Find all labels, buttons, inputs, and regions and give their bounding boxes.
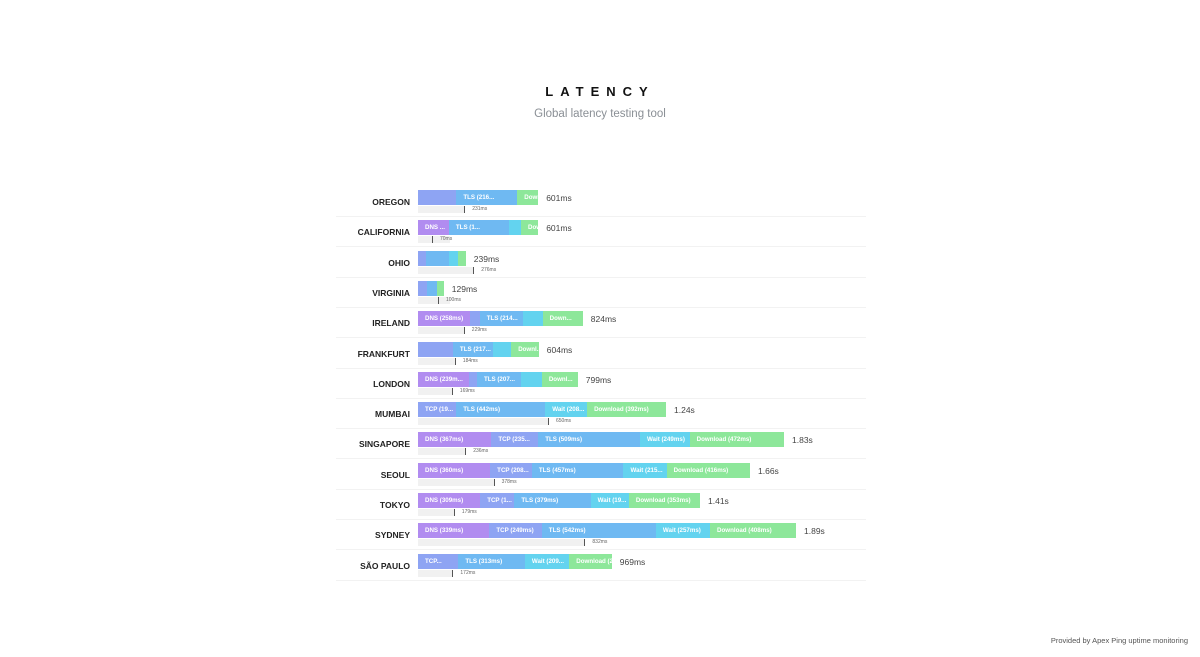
segment-tcp[interactable]: [418, 342, 453, 357]
page-subtitle: Global latency testing tool: [534, 108, 666, 120]
location-row: [336, 216, 866, 247]
latency-bar[interactable]: [418, 342, 542, 357]
location-name: VIRGINIA: [372, 287, 410, 298]
latency-bar[interactable]: [418, 372, 578, 387]
latency-bar[interactable]: [418, 220, 547, 235]
location-row: [336, 428, 866, 459]
latency-bar[interactable]: [418, 432, 784, 447]
total-latency: 1.24s: [674, 405, 695, 416]
location-name: FRANKFURT: [357, 348, 410, 359]
ttfb-label: 832ms: [592, 539, 608, 546]
ttfb-track: [418, 267, 473, 274]
segment-tcp[interactable]: TCP (235...: [491, 432, 538, 447]
location-row: [336, 519, 866, 550]
segment-dns[interactable]: DNS (258ms): [418, 311, 470, 326]
latency-bar[interactable]: [418, 251, 466, 266]
segment-wait[interactable]: [449, 251, 459, 266]
ttfb-label: 184ms: [462, 357, 478, 364]
segment-tls[interactable]: TLS (442ms): [456, 402, 545, 417]
page-title: LATENCY: [545, 84, 655, 99]
location-row: [336, 550, 866, 581]
ttfb-marker: [584, 539, 585, 546]
location-name: TOKYO: [379, 500, 410, 510]
segment-tcp[interactable]: [418, 251, 426, 266]
latency-bar[interactable]: [418, 554, 619, 569]
location-row: [336, 398, 866, 429]
segment-tls[interactable]: [427, 281, 437, 296]
location-name: OREGON: [372, 197, 410, 207]
total-latency: 1.66s: [758, 465, 779, 476]
segment-download[interactable]: Download (472ms): [690, 432, 784, 447]
segment-tls[interactable]: TLS (313ms): [458, 554, 525, 569]
total-latency: 1.41s: [708, 496, 729, 506]
segment-dns[interactable]: DNS (360ms): [418, 463, 490, 478]
location-name: SYDNEY: [375, 530, 410, 541]
segment-download[interactable]: Down...: [543, 311, 583, 326]
ttfb-track: [418, 448, 465, 455]
segment-wait[interactable]: [493, 342, 511, 357]
location-name: SÃO PAULO: [360, 560, 410, 571]
ttfb-marker: [494, 479, 495, 486]
ttfb-track: [418, 539, 584, 546]
total-latency: 969ms: [619, 556, 646, 567]
segment-download[interactable]: Downl...: [517, 190, 538, 205]
ttfb-track: [418, 479, 494, 486]
ttfb-label: 169ms: [459, 387, 475, 394]
total-latency: 601ms: [546, 223, 572, 234]
ttfb-marker: [464, 206, 465, 213]
location-name: SEOUL: [380, 469, 410, 480]
ttfb-label: 100ms: [446, 296, 462, 303]
location-name: CALIFORNIA: [357, 227, 410, 238]
ttfb-marker: [452, 388, 453, 395]
total-latency: 1.83s: [792, 435, 813, 446]
segment-tcp[interactable]: TCP (208...: [490, 463, 532, 478]
location-name: OHIO: [388, 257, 410, 268]
segment-tls[interactable]: TLS (217...: [453, 342, 493, 357]
segment-wait[interactable]: Wait (209...: [525, 554, 569, 569]
ttfb-marker: [455, 358, 456, 365]
ttfb-label: 236ms: [473, 448, 489, 455]
segment-wait[interactable]: Wait (257ms): [656, 523, 710, 538]
ttfb-marker: [438, 297, 439, 304]
segment-tcp[interactable]: TCP (19...: [418, 402, 456, 417]
segment-download[interactable]: [437, 281, 444, 296]
segment-dns[interactable]: DNS (309ms): [418, 493, 480, 508]
footer-credit[interactable]: Provided by Apex Ping uptime monitoring: [1050, 636, 1188, 645]
ttfb-track: [418, 206, 464, 213]
segment-wait[interactable]: Wait (215...: [623, 463, 666, 478]
total-latency: 601ms: [546, 193, 572, 203]
latency-bar[interactable]: [418, 493, 700, 508]
ttfb-label: 276ms: [481, 266, 497, 273]
segment-wait[interactable]: Wait (19...: [591, 493, 629, 508]
segment-dns[interactable]: DNS (339ms): [418, 523, 489, 538]
ttfb-label: 229ms: [471, 327, 487, 334]
ttfb-marker: [452, 570, 453, 577]
segment-tls[interactable]: TLS (509ms): [538, 432, 640, 447]
segment-download[interactable]: Download (416ms): [667, 463, 750, 478]
total-latency: 604ms: [546, 344, 573, 355]
ttfb-track: [418, 509, 454, 516]
location-row: [336, 247, 866, 278]
location-row: [336, 186, 866, 217]
ttfb-marker: [465, 448, 466, 455]
ttfb-marker: [432, 236, 433, 243]
total-latency: 239ms: [473, 253, 500, 264]
latency-bar[interactable]: [418, 402, 666, 417]
segment-download[interactable]: Download (2...: [569, 554, 612, 569]
latency-bar[interactable]: [418, 281, 444, 296]
location-name: SINGAPORE: [358, 439, 410, 450]
segment-tcp[interactable]: TCP (1...: [480, 493, 514, 508]
segment-wait[interactable]: [509, 220, 521, 235]
ttfb-track: [418, 418, 548, 425]
segment-download[interactable]: Downl...: [542, 372, 578, 387]
segment-tcp[interactable]: [418, 190, 456, 205]
ttfb-track: [418, 327, 464, 334]
latency-bar[interactable]: [418, 311, 583, 326]
location-row: [336, 338, 866, 369]
location-row: [336, 489, 866, 520]
ttfb-label: 378ms: [501, 478, 517, 485]
segment-tls[interactable]: TLS (207...: [477, 372, 521, 387]
segment-download[interactable]: [458, 251, 466, 266]
segment-tls[interactable]: [426, 251, 449, 266]
segment-wait[interactable]: [523, 311, 543, 326]
segment-tcp[interactable]: TCP (249ms): [489, 523, 541, 538]
latency-bar[interactable]: [418, 523, 796, 538]
segment-tcp[interactable]: [418, 281, 427, 296]
total-latency: 129ms: [451, 283, 478, 294]
ttfb-track: [418, 358, 455, 365]
segment-wait[interactable]: Wait (208...: [545, 402, 587, 417]
segment-download[interactable]: Download (392ms): [587, 402, 666, 417]
segment-tcp[interactable]: TCP...: [418, 554, 458, 569]
segment-download[interactable]: Download (408ms): [710, 523, 796, 538]
segment-dns[interactable]: DNS (367ms): [418, 432, 491, 447]
segment-tls[interactable]: TLS (379ms): [514, 493, 590, 508]
total-latency: 799ms: [585, 374, 612, 385]
segment-download[interactable]: Dow...: [521, 220, 538, 235]
ttfb-marker: [473, 267, 474, 274]
ttfb-marker: [548, 418, 549, 425]
location-name: MUMBAI: [375, 409, 410, 420]
ttfb-label: 650ms: [556, 418, 572, 425]
location-name: IRELAND: [372, 318, 410, 329]
latency-bar[interactable]: [418, 463, 750, 478]
location-row: [336, 307, 866, 338]
ttfb-label: 231ms: [472, 206, 488, 212]
segment-tls[interactable]: TLS (216...: [456, 190, 517, 205]
ttfb-label: 70ms: [440, 236, 453, 243]
segment-dns[interactable]: DNS ...: [418, 220, 449, 235]
segment-tls[interactable]: TLS (1...: [449, 220, 509, 235]
latency-bar[interactable]: [418, 190, 548, 205]
ttfb-label: 179ms: [461, 509, 477, 515]
segment-wait[interactable]: [521, 372, 542, 387]
segment-tls[interactable]: TLS (214...: [480, 311, 523, 326]
segment-wait[interactable]: Wait (249ms): [640, 432, 690, 447]
ttfb-marker: [454, 509, 455, 516]
segment-tcp[interactable]: [469, 372, 477, 387]
ttfb-label: 172ms: [460, 569, 476, 576]
location-row: [336, 459, 866, 490]
segment-tcp[interactable]: [470, 311, 480, 326]
ttfb-track: [418, 570, 452, 577]
segment-tls[interactable]: TLS (542ms): [542, 523, 656, 538]
ttfb-marker: [464, 327, 465, 334]
total-latency: 1.89s: [804, 526, 825, 537]
segment-download[interactable]: Downl...: [511, 342, 539, 357]
location-row: [336, 368, 866, 399]
segment-download[interactable]: Download (353ms): [629, 493, 700, 508]
location-name: LONDON: [373, 378, 410, 389]
ttfb-track: [418, 388, 452, 395]
segment-dns[interactable]: DNS (239m...: [418, 372, 469, 387]
location-row: [336, 277, 866, 308]
segment-tls[interactable]: TLS (457ms): [532, 463, 624, 478]
total-latency: 824ms: [590, 314, 617, 325]
